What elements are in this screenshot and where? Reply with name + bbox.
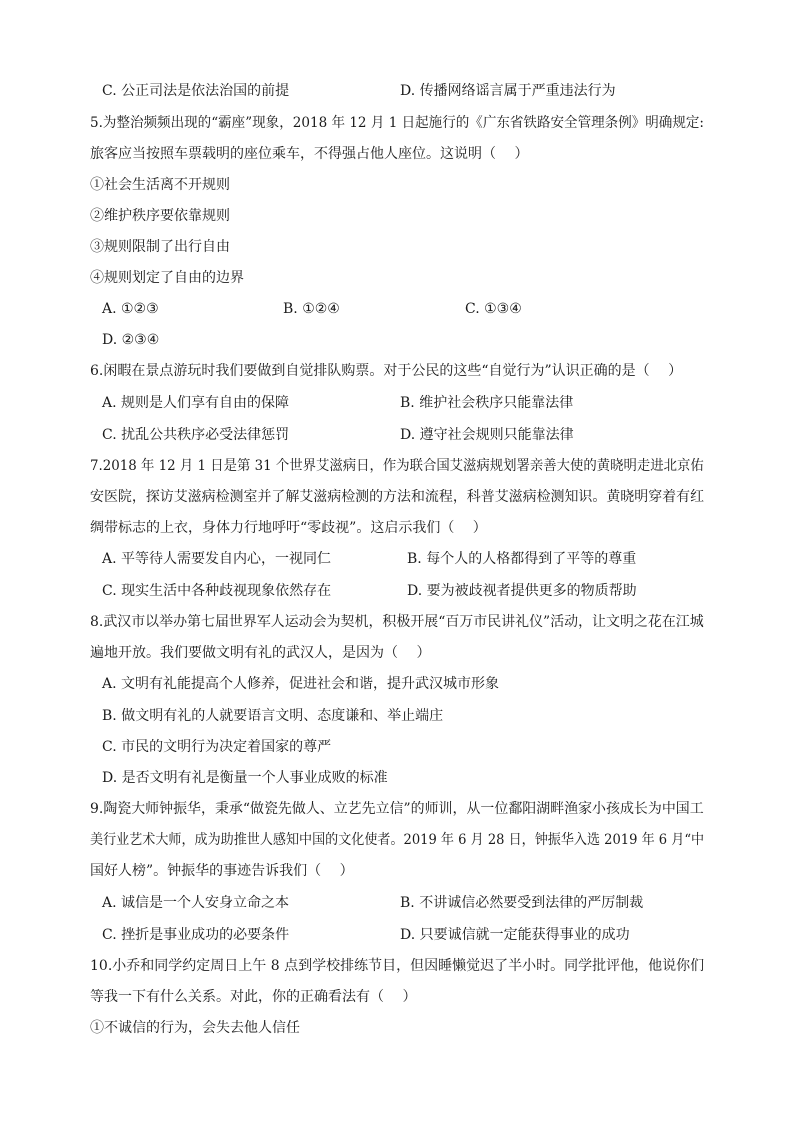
q9-option-d: D. 只要诚信就一定能获得事业的成功 bbox=[400, 927, 630, 943]
q5-option-a: A. ①②③ bbox=[102, 301, 159, 317]
q6-option-a: A. 规则是人们享有自由的保障 bbox=[102, 395, 290, 411]
q7-stem-line-3: 绸带标志的上衣，身体力行地呼吁“零歧视”。这启示我们（ ） bbox=[90, 520, 487, 536]
q8-option-d: D. 是否文明有礼是衡量一个人事业成败的标准 bbox=[102, 770, 388, 786]
q9-option-b: B. 不讲诚信必然要受到法律的严厉制裁 bbox=[400, 895, 644, 911]
q9-option-a: A. 诚信是一个人安身立命之本 bbox=[102, 895, 290, 911]
q7-option-d: D. 要为被歧视者提供更多的物质帮助 bbox=[407, 583, 637, 599]
q5-stem-line-1: 5.为整治频频出现的“霸座”现象，2018 年 12 月 1 日起施行的《广东省铁路安全管理条例》明确规定: bbox=[90, 115, 704, 131]
q9-stem-line-2: 美行业艺术大师，成为助推世人感知中国的文化使者。2019 年 6 月 28 日，钟振华入选 2019 年 6 月“中 bbox=[90, 832, 705, 848]
q6-option-b: B. 维护社会秩序只能靠法律 bbox=[400, 395, 574, 411]
q8-option-b: B. 做文明有礼的人就要语言文明、态度谦和、举止端庄 bbox=[102, 708, 444, 724]
q5-option-c: C. ①③④ bbox=[465, 301, 522, 317]
q6-stem-line-1: 6.闲暇在景点游玩时我们要做到自觉排队购票。对于公民的这些“自觉行为”认识正确的是（ ） bbox=[90, 363, 683, 379]
q9-stem-line-3: 国好人榜”。钟振华的事迹告诉我们（ ） bbox=[90, 863, 354, 879]
q5-item-3: ③规则限制了出行自由 bbox=[90, 239, 230, 255]
q8-stem-line-1: 8.武汉市以举办第七届世界军人运动会为契机，积极开展“百万市民讲礼仪”活动，让文明之花在江城 bbox=[90, 614, 704, 630]
q5-option-b: B. ①②④ bbox=[283, 301, 340, 317]
q5-stem-line-2: 旅客应当按照车票载明的座位乘车，不得强占他人座位。这说明（ ） bbox=[90, 146, 529, 162]
q4-option-d: D. 传播网络谣言属于严重违法行为 bbox=[400, 83, 616, 99]
q6-option-c: C. 扰乱公共秩序必受法律惩罚 bbox=[102, 427, 290, 443]
q10-item-1: ①不诚信的行为，会失去他人信任 bbox=[90, 1020, 300, 1036]
q10-stem-line-1: 10.小乔和同学约定周日上午 8 点到学校排练节目，但因睡懒觉迟了半小时。同学批评他，他说你们 bbox=[90, 958, 705, 974]
q7-option-c: C. 现实生活中各种歧视现象依然存在 bbox=[102, 583, 332, 599]
q9-stem-line-1: 9.陶瓷大师钟振华，秉承“做瓷先做人、立艺先立信”的师训，从一位鄱阳湖畔渔家小孩成长为中国工 bbox=[90, 801, 704, 817]
q9-option-c: C. 挫折是事业成功的必要条件 bbox=[102, 927, 290, 943]
q7-stem-line-1: 7.2018 年 12 月 1 日是第 31 个世界艾滋病日，作为联合国艾滋病规划署亲善大使的黄晓明走进北京佑 bbox=[90, 458, 704, 474]
q4-option-c: C. 公正司法是依法治国的前提 bbox=[102, 83, 290, 99]
q8-stem-line-2: 遍地开放。我们要做文明有礼的武汉人，是因为（ ） bbox=[90, 645, 431, 661]
q6-option-d: D. 遵守社会规则只能靠法律 bbox=[400, 427, 574, 443]
q8-option-a: A. 文明有礼能提高个人修养，促进社会和谐，提升武汉城市形象 bbox=[102, 676, 500, 692]
q5-item-2: ②维护秩序要依靠规则 bbox=[90, 208, 230, 224]
q5-option-d: D. ②③④ bbox=[102, 332, 160, 348]
q7-option-a: A. 平等待人需要发自内心，一视同仁 bbox=[102, 551, 332, 567]
q5-item-1: ①社会生活离不开规则 bbox=[90, 177, 230, 193]
q7-option-b: B. 每个人的人格都得到了平等的尊重 bbox=[407, 551, 637, 567]
q7-stem-line-2: 安医院，探访艾滋病检测室并了解艾滋病检测的方法和流程，科普艾滋病检测知识。黄晓明穿着有红 bbox=[90, 489, 705, 505]
q8-option-c: C. 市民的文明行为决定着国家的尊严 bbox=[102, 739, 332, 755]
q10-stem-line-2: 等我一下有什么关系。对此，你的正确看法有（ ） bbox=[90, 989, 417, 1005]
q5-item-4: ④规则划定了自由的边界 bbox=[90, 270, 244, 286]
